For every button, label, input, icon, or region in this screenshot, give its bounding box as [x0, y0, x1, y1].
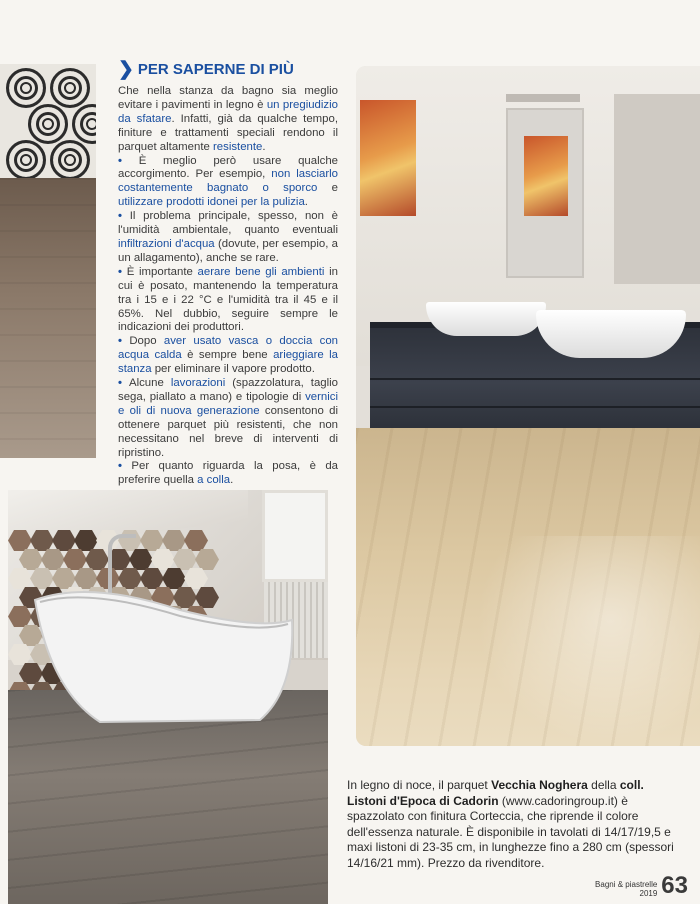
swirl-motif: [50, 140, 90, 180]
info-paragraph: [118, 155, 338, 211]
text-run: e: [317, 182, 338, 195]
highlight-text: a colla: [197, 474, 231, 487]
hexagon-tile: [41, 549, 65, 570]
highlight-text: lavorazioni: [170, 377, 226, 390]
hexagon-tile: [184, 530, 208, 551]
bullet: •: [118, 460, 132, 473]
bullet: •: [118, 377, 129, 390]
text-run: È meglio però usare qualche accorgimento. Per esempio,: [118, 154, 338, 181]
caption-bold: coll. Listoni d'Epoca di Cadorin: [347, 778, 644, 808]
text-run: Il problema principale, spesso, non è l'umidità ambientale, quanto eventuali: [118, 210, 338, 237]
swirl-motif: [72, 104, 96, 144]
mirror: [614, 94, 700, 284]
caption-bold: Vecchia Noghera: [491, 778, 588, 792]
drawer-line: [370, 406, 700, 408]
washbasin: [426, 302, 546, 336]
page-folio: [595, 874, 688, 898]
text-run: . Infatti, già da qualche tempo, finiture e trattamenti speciali rendono il parquet altamente: [118, 112, 338, 153]
text-run: (spazzolatura, taglio sega, piallato a mano) e tipologie di: [118, 377, 339, 403]
highlight-text: aerare bene gli ambienti: [197, 265, 325, 278]
hexagon-tile: [151, 549, 175, 570]
caption-text-run: (www.cadoringroup.it) è spazzolato con finitura Corteccia, che riprende il colore dell'essenza naturale. È disponibile in tavolati di 14/17/19,5 e maxi listoni di 23-35 cm, in lunghezze fino a 280 cm (spessori 14/16/21 mm). Prezzo da rivenditore.: [347, 793, 674, 870]
text-run: .: [230, 474, 234, 487]
info-box-heading: PER SAPERNE DI PIÙ: [137, 61, 294, 78]
text-run: .: [262, 140, 266, 153]
swirl-motif: [6, 68, 46, 108]
hexagon-tile: [52, 530, 76, 551]
freestanding-bathtub: [30, 570, 300, 730]
highlight-text: arieggiare la stanza: [118, 349, 339, 376]
magazine-year: 2019: [639, 889, 658, 898]
text-run: (dovute, per esempio, a un allagamento), anche se rare.: [118, 237, 338, 264]
text-run: È importante: [126, 265, 198, 278]
hexagon-tile: [8, 530, 32, 551]
caption-text-run: In legno di noce, il parquet: [347, 778, 492, 792]
hexagon-tile: [8, 606, 32, 627]
window: [262, 490, 328, 582]
text-run: Alcune: [128, 377, 171, 390]
floor-light-reflection: [476, 536, 700, 746]
text-run: in cui è posato, mantenendo la temperatura tra i 15 e i 22 °C e l'umidità tra il 45 e il 65%. Nel dubbio, seguire sempre le indicazioni dei produttori.: [118, 265, 338, 334]
text-run: è sempre bene: [181, 349, 274, 362]
info-paragraph: [118, 460, 338, 488]
photo-caption: [347, 778, 681, 872]
highlight-text: aver usato vasca o doccia con acqua calda: [118, 335, 338, 362]
highlight-text: resistente: [213, 140, 263, 153]
hexagon-tile: [195, 549, 219, 570]
highlight-text: infiltrazioni d'acqua: [118, 237, 215, 250]
mirror-light: [506, 94, 580, 102]
text-run: per eliminare il vapore prodotto.: [151, 363, 315, 376]
text-run: consentono di ottenere parquet più resistenti, che non necessitano nel breve di interventi di ripristino.: [118, 404, 338, 459]
highlight-text: utilizzare prodotti idonei per la pulizia: [118, 196, 305, 209]
info-box-body: [118, 85, 338, 488]
info-box-title: [118, 60, 338, 79]
chevron-right-icon: ❯: [118, 59, 134, 80]
info-paragraph: [118, 377, 338, 460]
magazine-name: Bagni & piastrelle: [595, 880, 658, 889]
painting-reflection: [524, 136, 568, 216]
photo-wallpaper-floor: [0, 64, 96, 458]
swirl-motif: [28, 104, 68, 144]
hexagon-tile: [8, 568, 32, 589]
info-paragraph: [118, 266, 338, 336]
text-run: Dopo: [129, 335, 164, 348]
drawer-line: [370, 378, 700, 380]
washbasin: [536, 310, 686, 358]
text-run: .: [304, 196, 308, 209]
highlight-text: vernici e oli di nuova generazione: [118, 390, 338, 417]
text-run: Per quanto riguarda la posa, è da preferire quella: [118, 460, 338, 487]
hexagon-tile: [85, 549, 109, 570]
photo-bathtub: [8, 490, 328, 904]
bullet: •: [118, 154, 139, 167]
hexagon-tile: [19, 549, 43, 570]
hexagon-tile: [30, 530, 54, 551]
hexagon-tile: [74, 530, 98, 551]
highlight-text: non lasciarlo costantemente bagnato o sporco: [118, 168, 338, 195]
bullet: •: [118, 210, 130, 223]
info-paragraph: [118, 335, 338, 377]
swirl-motif: [6, 140, 46, 180]
hexagon-tile: [173, 549, 197, 570]
text-run: Che nella stanza da bagno sia meglio evitare i pavimenti in legno è: [118, 85, 338, 111]
highlight-text: un pregiudizio da sfatare: [118, 98, 338, 125]
info-paragraph: [118, 85, 338, 155]
swirl-motif: [50, 68, 90, 108]
painting: [360, 100, 416, 216]
photo-bathroom: [356, 66, 700, 746]
magazine-source: [595, 880, 657, 898]
info-box: [118, 60, 338, 488]
bullet: •: [118, 265, 127, 278]
info-paragraph: [118, 210, 338, 266]
hexagon-tile: [162, 530, 186, 551]
wallpaper-pattern: [0, 64, 96, 178]
hexagon-tile: [63, 549, 87, 570]
caption-text-run: della: [587, 778, 620, 792]
hexagon-tile: [8, 644, 32, 665]
bullet: •: [118, 335, 130, 348]
wood-floor: [0, 178, 96, 458]
page-number: 63: [661, 872, 688, 899]
hexagon-tile: [140, 530, 164, 551]
